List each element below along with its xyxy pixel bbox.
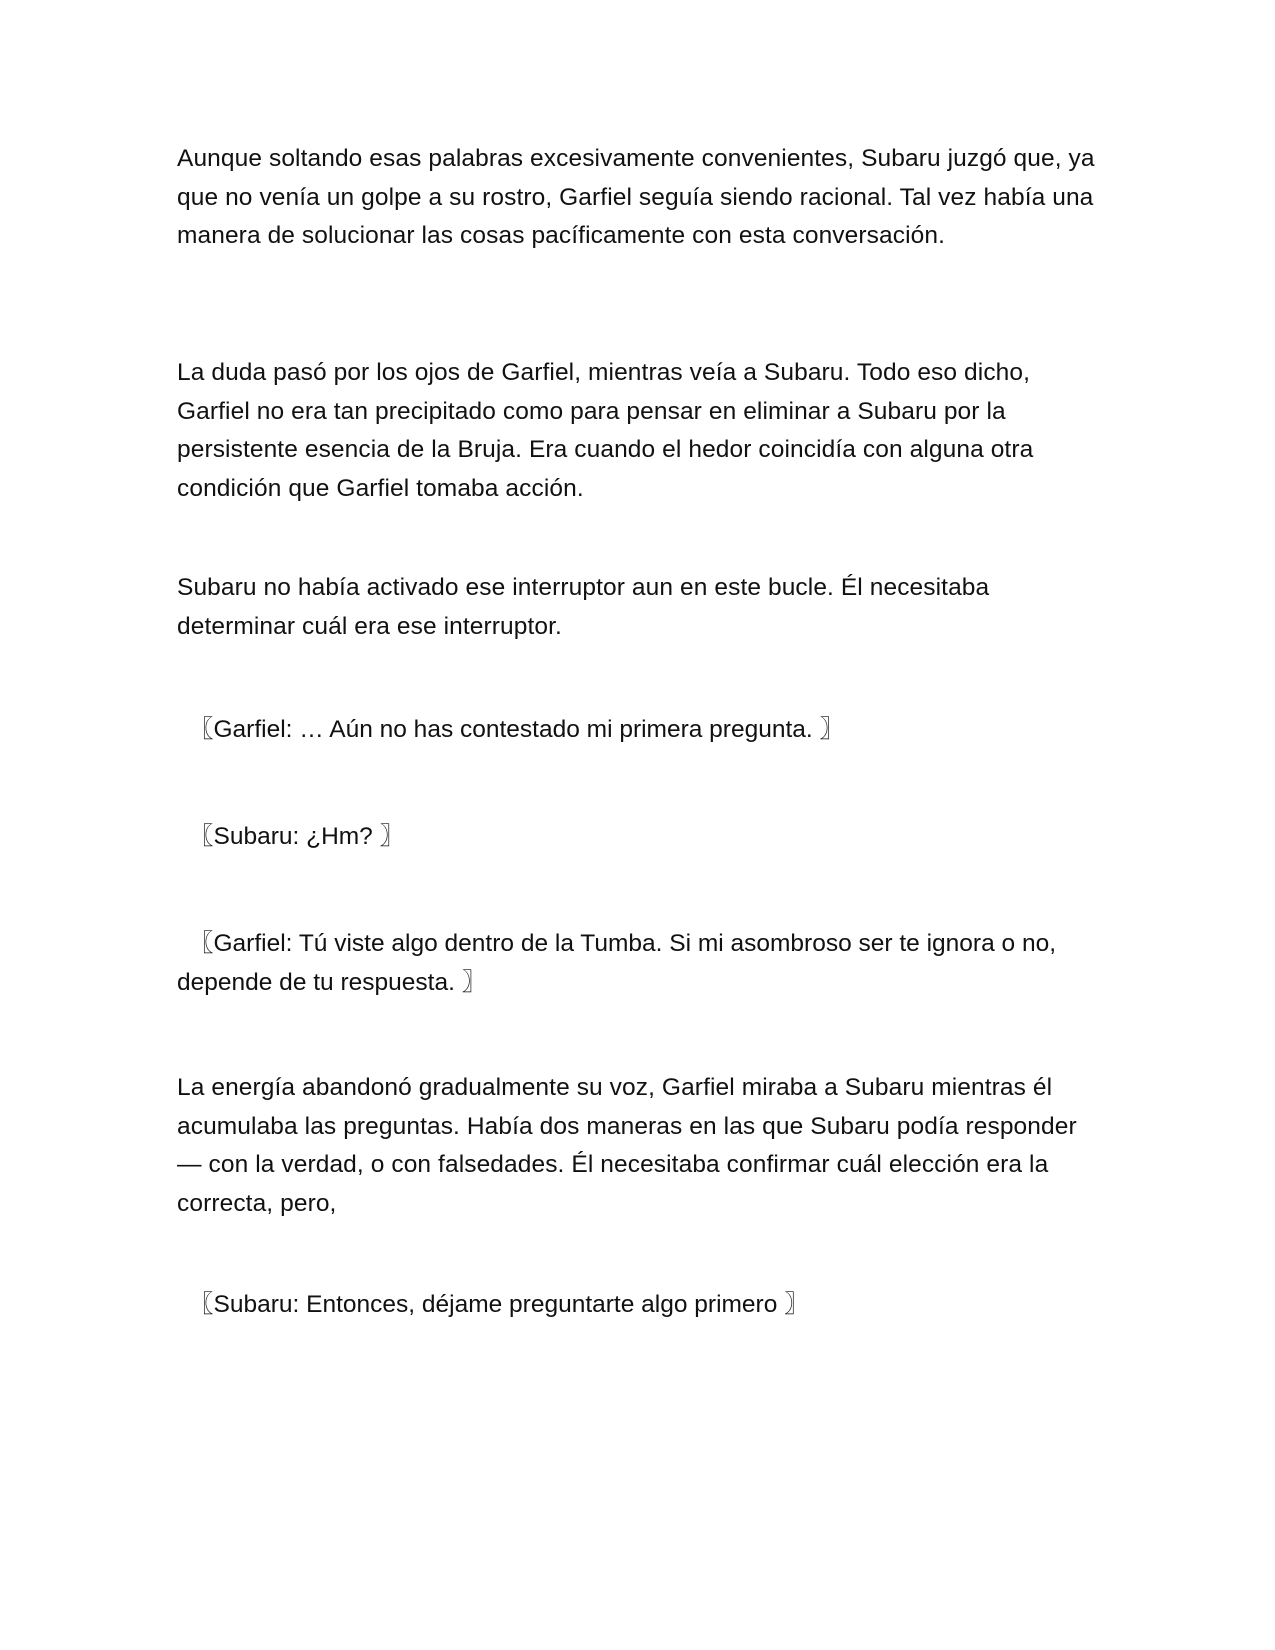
dialogue-line-1: 〖Garfiel: … Aún no has contestado mi primera pregunta. 〗	[189, 716, 845, 743]
paragraph-4: La energía abandonó gradualmente su voz, Garfiel miraba a Subaru mientras él acumulaba las preguntas. Había dos maneras en las que Subaru podía responder — con la verdad, o con falsedades. Él necesitaba confirmar cuál elección era la correcta, pero,	[177, 1074, 1077, 1217]
paragraph-3: Subaru no había activado ese interruptor aun en este bucle. Él necesitaba determinar cuál era ese interruptor.	[177, 574, 990, 640]
dialogue-line-3: 〖Garfiel: Tú viste algo dentro de la Tumba. Si mi asombroso ser te ignora o no, depende de tu respuesta. 〗	[177, 930, 1056, 996]
paragraph-1: Aunque soltando esas palabras excesivamente convenientes, Subaru juzgó que, ya que no venía un golpe a su rostro, Garfiel seguía siendo racional. Tal vez había una manera de solucionar las cosas pacíficamente con esta conversación.	[177, 145, 1095, 249]
dialogue-line-2: 〖Subaru: ¿Hm? 〗	[189, 823, 405, 850]
dialogue-line-4: 〖Subaru: Entonces, déjame preguntarte algo primero 〗	[189, 1291, 809, 1318]
paragraph-2: La duda pasó por los ojos de Garfiel, mientras veía a Subaru. Todo eso dicho, Garfiel no era tan precipitado como para pensar en eliminar a Subaru por la persistente esencia de la Bruja. Era cuando el hedor coincidía con alguna otra condición que Garfiel tomaba acción.	[177, 359, 1034, 502]
